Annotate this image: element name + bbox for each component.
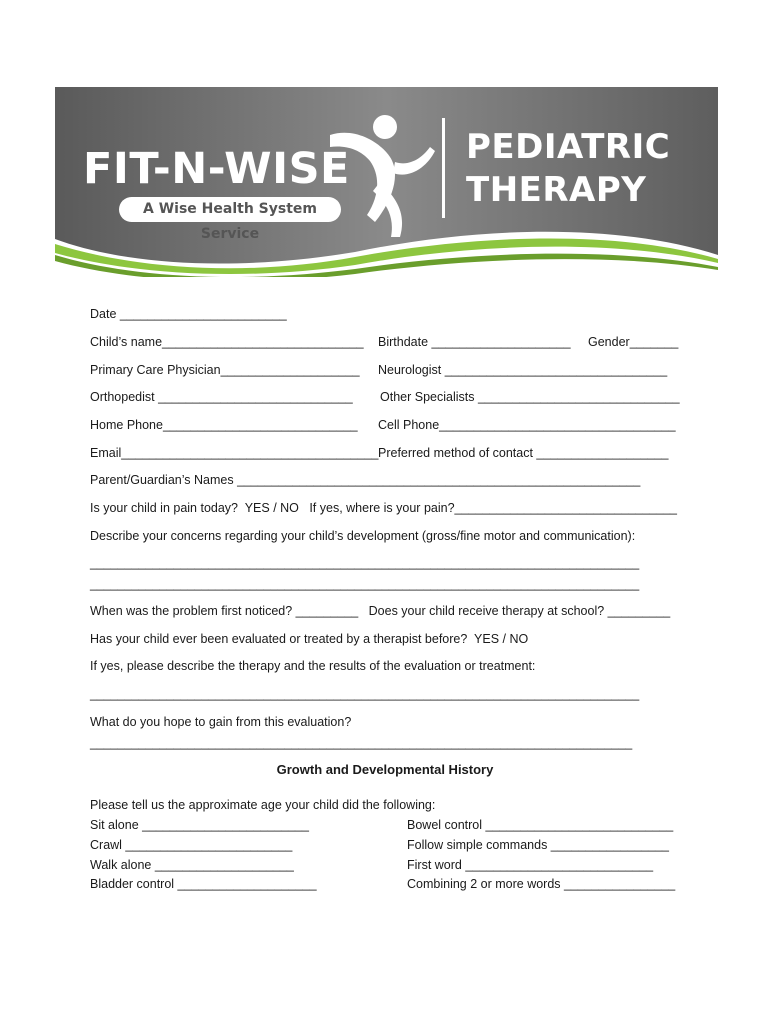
walk-alone-field[interactable]: Walk alone ____________________ <box>90 858 294 872</box>
email-field[interactable]: Email_____________________________________ <box>90 446 379 460</box>
home-phone-field[interactable]: Home Phone____________________________ <box>90 418 358 432</box>
gender-field[interactable]: Gender_______ <box>588 335 679 349</box>
neurologist-field[interactable]: Neurologist ________________________________ <box>378 363 668 377</box>
describe-therapy-question: If yes, please describe the therapy and the results of the evaluation or treatment: <box>90 659 536 673</box>
guardians-field[interactable]: Parent/Guardian’s Names __________________________________________________________ <box>90 473 641 487</box>
bladder-control-field[interactable]: Bladder control ____________________ <box>90 877 317 891</box>
concerns-blank-line[interactable]: _______________________________________________________________________________ <box>90 577 640 591</box>
pain-question[interactable]: Is your child in pain today? YES / NO If yes, where is your pain?________________________________ <box>90 501 677 515</box>
growth-heading: Growth and Developmental History <box>276 762 494 777</box>
cell-phone-field[interactable]: Cell Phone__________________________________ <box>378 418 676 432</box>
preferred-contact-field[interactable]: Preferred method of contact ___________________ <box>378 446 669 460</box>
runner-head-shape <box>373 115 397 139</box>
crawl-field[interactable]: Crawl ________________________ <box>90 838 293 852</box>
other-specialists-field[interactable]: Other Specialists _____________________________ <box>380 390 680 404</box>
evaluated-before-question[interactable]: Has your child ever been evaluated or treated by a therapist before? YES / NO <box>90 632 529 646</box>
brand-tagline: A Wise Health System Service <box>119 197 341 222</box>
hope-to-gain-question: What do you hope to gain from this evaluation? <box>90 715 352 729</box>
therapy-blank-line[interactable]: _______________________________________________________________________________ <box>90 687 640 701</box>
title-pediatric: PEDIATRIC <box>466 127 671 167</box>
sit-alone-field[interactable]: Sit alone ________________________ <box>90 818 309 832</box>
child-name-field[interactable]: Child’s name_____________________________ <box>90 335 364 349</box>
birthdate-field[interactable]: Birthdate ____________________ <box>378 335 571 349</box>
bowel-control-field[interactable]: Bowel control ___________________________ <box>407 818 674 832</box>
concerns-question: Describe your concerns regarding your child’s development (gross/fine motor and communication): <box>90 529 636 543</box>
simple-commands-field[interactable]: Follow simple commands _________________ <box>407 838 669 852</box>
first-word-field[interactable]: First word ___________________________ <box>407 858 654 872</box>
growth-intro: Please tell us the approximate age your child did the following: <box>90 798 436 812</box>
hope-blank-line[interactable]: ______________________________________________________________________________ <box>90 736 633 750</box>
date-field[interactable]: Date ________________________ <box>90 307 287 321</box>
problem-noticed-question[interactable]: When was the problem first noticed? _________ Does your child receive therapy at school? _________ <box>90 604 671 618</box>
combining-words-field[interactable]: Combining 2 or more words ________________ <box>407 877 676 891</box>
banner-divider <box>442 118 445 218</box>
title-therapy: THERAPY <box>466 170 647 210</box>
concerns-blank-line[interactable]: _______________________________________________________________________________ <box>90 556 640 570</box>
primary-care-field[interactable]: Primary Care Physician____________________ <box>90 363 360 377</box>
brand-name: FIT-N-WISE <box>83 144 350 194</box>
orthopedist-field[interactable]: Orthopedist ____________________________ <box>90 390 353 404</box>
